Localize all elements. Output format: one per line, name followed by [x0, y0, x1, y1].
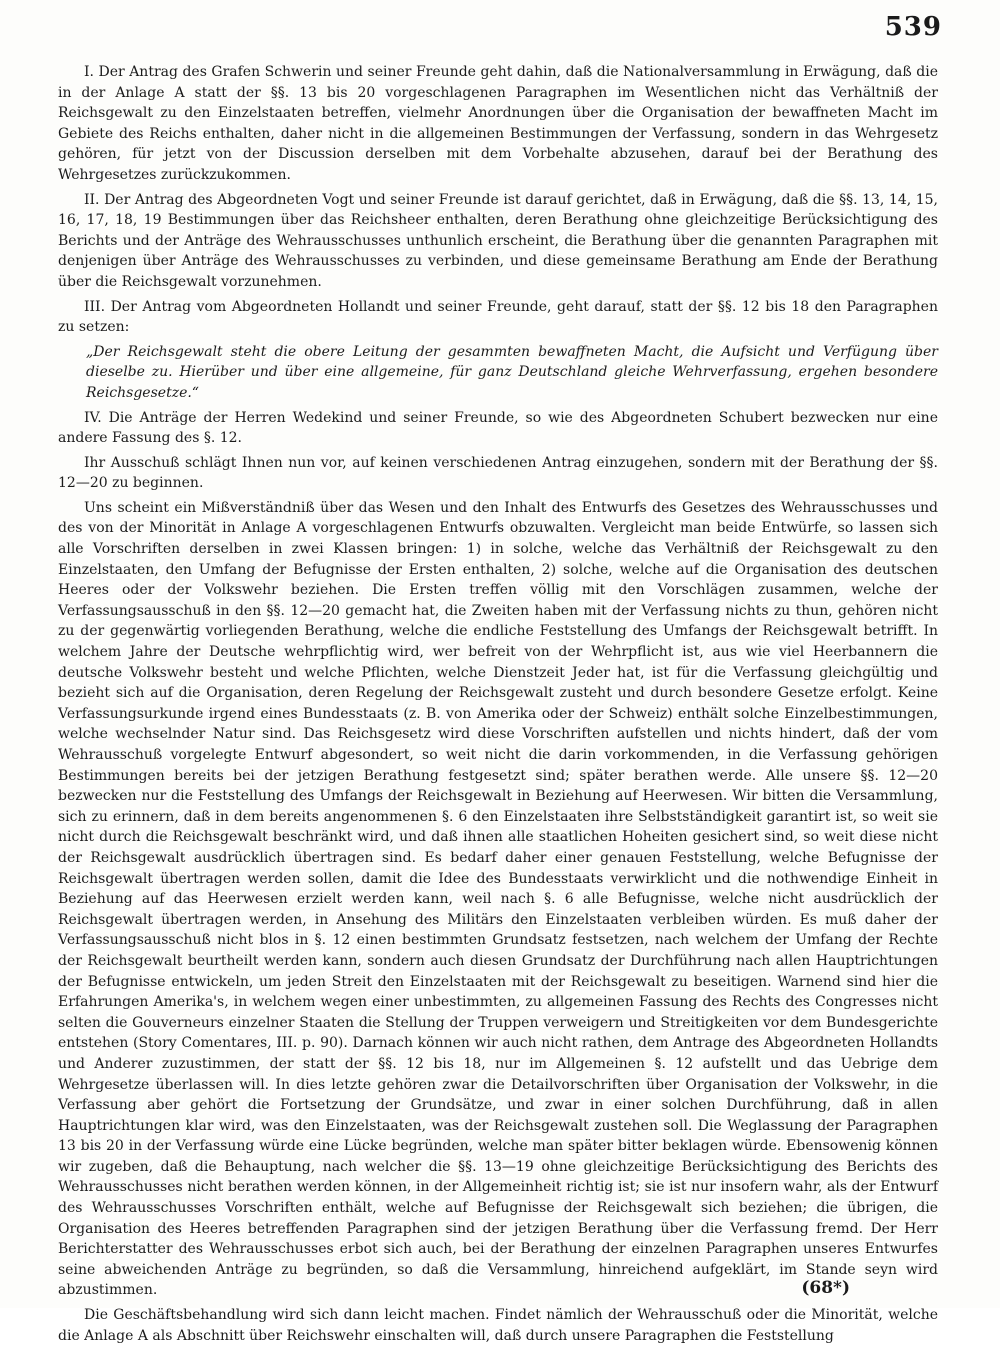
document-body [58, 62, 938, 1350]
quote-hollandt-paragraph: „Der Reichsgewalt steht die obere Leitung der gesammten bewaffneten Macht, die Aufsicht und Verfügung über dieselbe zu. Hierüber und über eine allgemeine, für ganz Deutschland gleiche Wehrverfassung, ergehen besondere Reichsgesetze.“ [86, 343, 938, 401]
paragraph-antrag-schwerin: I. Der Antrag des Grafen Schwerin und seiner Freunde geht dahin, daß die Nationalversammlung in Erwägung, daß die in der Anlage A statt der §§. 13 bis 20 vorgeschlagenen Paragraphen im Wesentlichen nicht das Verhältniß der Reichsgewalt zu den Einzelstaaten betreffen, vielmehr Anordnungen über die Organisation der bewaffneten Macht im Gebiete des Reichs enthalten, daher nicht in die allgemeinen Bestimmungen der Verfassung, sondern in das Wehrgesetz gehören, für jetzt von der Discussion derselben mit dem Vorbehalte abzusehen, darauf bei der Berathung des Wehrgesetzes zurückzukommen. [58, 64, 938, 183]
paragraph-ausschuss-vorschlag: Ihr Ausschuß schlägt Ihnen nun vor, auf keinen verschiedenen Antrag einzugehen, sondern mit der Berathung der §§. 12—20 zu beginnen. [58, 454, 938, 492]
paragraph-antrag-hollandt: III. Der Antrag vom Abgeordneten Hollandt und seiner Freunde, geht darauf, statt der §§. 12 bis 18 den Paragraphen zu setzen: [58, 298, 938, 336]
paragraph-geschaeftsbehandlung: Die Geschäftsbehandlung wird sich dann leicht machen. Findet nämlich der Wehrausschuß oder die Minorität, welche die Anlage A als Abschnitt über Reichswehr einschalten will, daß durch unsere Paragraphen die Feststellung [58, 1307, 938, 1344]
paragraph-antrag-wedekind: IV. Die Anträge der Herren Wedekind und seiner Freunde, so wie des Abgeordneten Schubert bezwecken nur eine andere Fassung des §. 12. [58, 409, 938, 447]
signature-mark: (68*) [801, 1278, 850, 1298]
paragraph-antrag-vogt: II. Der Antrag des Abgeordneten Vogt und seiner Freunde ist darauf gerichtet, daß in Erwägung, daß die §§. 13, 14, 15, 16, 17, 18, 19 Bestimmungen über das Reichsheer enthalten, deren Berathung ohne gleichzeitige Berücksichtigung des Berichts und der Anträge des Wehrausschusses unthunlich erscheint, die Berathung über die genannten Paragraphen mit denjenigen über Anträge des Wehrausschusses zu verbinden, und diese gemeinsame Berathung am Ende der Berathung über die Reichsgewalt vorzunehmen. [58, 191, 938, 290]
page-number: 539 [884, 12, 942, 42]
paragraph-main-argument: Uns scheint ein Mißverständniß über das Wesen und den Inhalt des Entwurfs des Gesetzes des Wehrausschusses und des von der Minorität in Anlage A vorgeschlagenen Entwurfs obzuwalten. Vergleicht man beide Entwürfe, so lassen sich alle Vorschriften derselben in zwei Klassen bringen: 1) in solche, welche das Verhältniß der Reichsgewalt zu den Einzelstaaten, den Umfang der Befugnisse der Ersten enthalten, 2) solche, welche auf die Organisation des deutschen Heeres oder der Volkswehr beziehen. Die Ersten treffen völlig mit den Vorschlägen zusammen, welche der Verfassungsausschuß in den §§. 12—20 gemacht hat, die Zweiten haben mit der Verfassung nichts zu thun, gehören nicht zu der gegenwärtig vorliegenden Berathung, welche die endliche Feststellung des Umfangs der Reichsgewalt betrifft. In welchem Jahre der Deutsche wehrpflichtig wird, wer befreit von der Wehrpflicht ist, aus wie viel Heerbannern die deutsche Volkswehr besteht und welche Pflichten, welche Dienstzeit Jeder hat, ist für die Verfassung gleichgültig und bezieht sich auf die Organisation, deren Regelung der Reichsgewalt zusteht und durch besondere Gesetze erfolgt. Keine Verfassungsurkunde irgend eines Bundesstaats (z. B. von Amerika oder der Schweiz) enthält solche Einzelbestimmungen, welche wechselnder Natur sind. Das Reichsgesetz wird diese Vorschriften aufstellen und nichts hindert, daß der vom Wehrausschuß vorgelegte Entwurf abgesondert, so weit nicht die darin vorkommenden, in die Verfassung gehörigen Bestimmungen bereits bei der jetzigen Berathung festgesetzt sind; später berathen werde. Alle unsere §§. 12—20 bezwecken nur die Feststellung des Umfangs der Reichsgewalt in Beziehung auf Heerwesen. Wir bitten die Versammlung, sich zu erinnern, daß in dem bereits angenommenen §. 6 den Einzelstaaten ihre Selbstständigkeit garantirt ist, so weit sie nicht durch die Reichsgewalt beschränkt wird, und daß ihnen alle staatlichen Hoheiten gesichert sind, so weit diese nicht der Reichsgewalt ausdrücklich übertragen sind. Es bedarf daher einer genauen Feststellung, welche Befugnisse der Reichsgewalt übertragen werden sollen, damit die Idee des Bundesstaats verwirklicht und die nothwendige Einheit in Beziehung auf das Heerwesen erzielt werden kann, weil nach §. 6 alle Befugnisse, welche nicht ausdrücklich der Reichsgewalt übertragen werden, in Ansehung des Militärs den Einzelstaaten verbleiben würden. Es muß daher der Verfassungsausschuß nicht blos in §. 12 einen bestimmten Grundsatz festsetzen, nach welchem der Umfang der Rechte der Reichsgewalt beurtheilt werden kann, sondern auch diesen Grundsatz der Durchführung nach allen Hauptrichtungen der Befugnisse entwickeln, um jeden Streit den Einzelstaaten mit der Reichsgewalt zu beseitigen. Warnend sind hier die Erfahrungen Amerika's, in welchem wegen einer unbestimmten, zu allgemeinen Fassung des Rechts des Congresses nicht selten die Gouverneurs einzelner Staaten die Stellung der Truppen verweigern und Streitigkeiten vor dem Bundesgerichte entstehen (Story Comentares, III. p. 90). Darnach können wir auch nicht rathen, dem Antrage des Abgeordneten Hollandts und Anderer zuzustimmen, der statt der §§. 12 bis 18, nur im Allgemeinen §. 12 aufstellt und das Uebrige dem Wehrgesetze überlassen will. In dies letzte gehören zwar die Detailvorschriften über Organisation der Volkswehr, in die Verfassung aber gehört die Fortsetzung der Grundsätze, und zwar in einer solchen Durchführung, daß in allen Hauptrichtungen klar wird, was den Einzelstaaten, was der Reichsgewalt zustehen soll. Die Weglassung der Paragraphen 13 bis 20 in der Verfassung würde eine Lücke begründen, welche man später bitter beklagen würde. Ebensowenig können wir zugeben, daß die Behauptung, nach welcher die §§. 13—19 ohne gleichzeitige Berücksichtigung des Berichts des Wehrausschusses nicht berathen werden können, in der Allgemeinheit richtig ist; sie ist nur insofern wahr, als der Entwurf des Wehrausschusses Vorschriften enthält, welche auf Befugnisse der Reichsgewalt sich beziehen; die übrigen, die Organisation des Heeres betreffenden Paragraphen sind der jetzigen Berathung über die Verfassung fremd. Der Herr Berichterstatter des Wehrausschusses erbot sich auch, bei der Berathung der einzelnen Paragraphen unseres Entwurfes seine abweichenden Anträge zu begründen, so daß die Versammlung, hinreichend aufgeklärt, im Stande seyn wird abzustimmen. [58, 499, 938, 1299]
